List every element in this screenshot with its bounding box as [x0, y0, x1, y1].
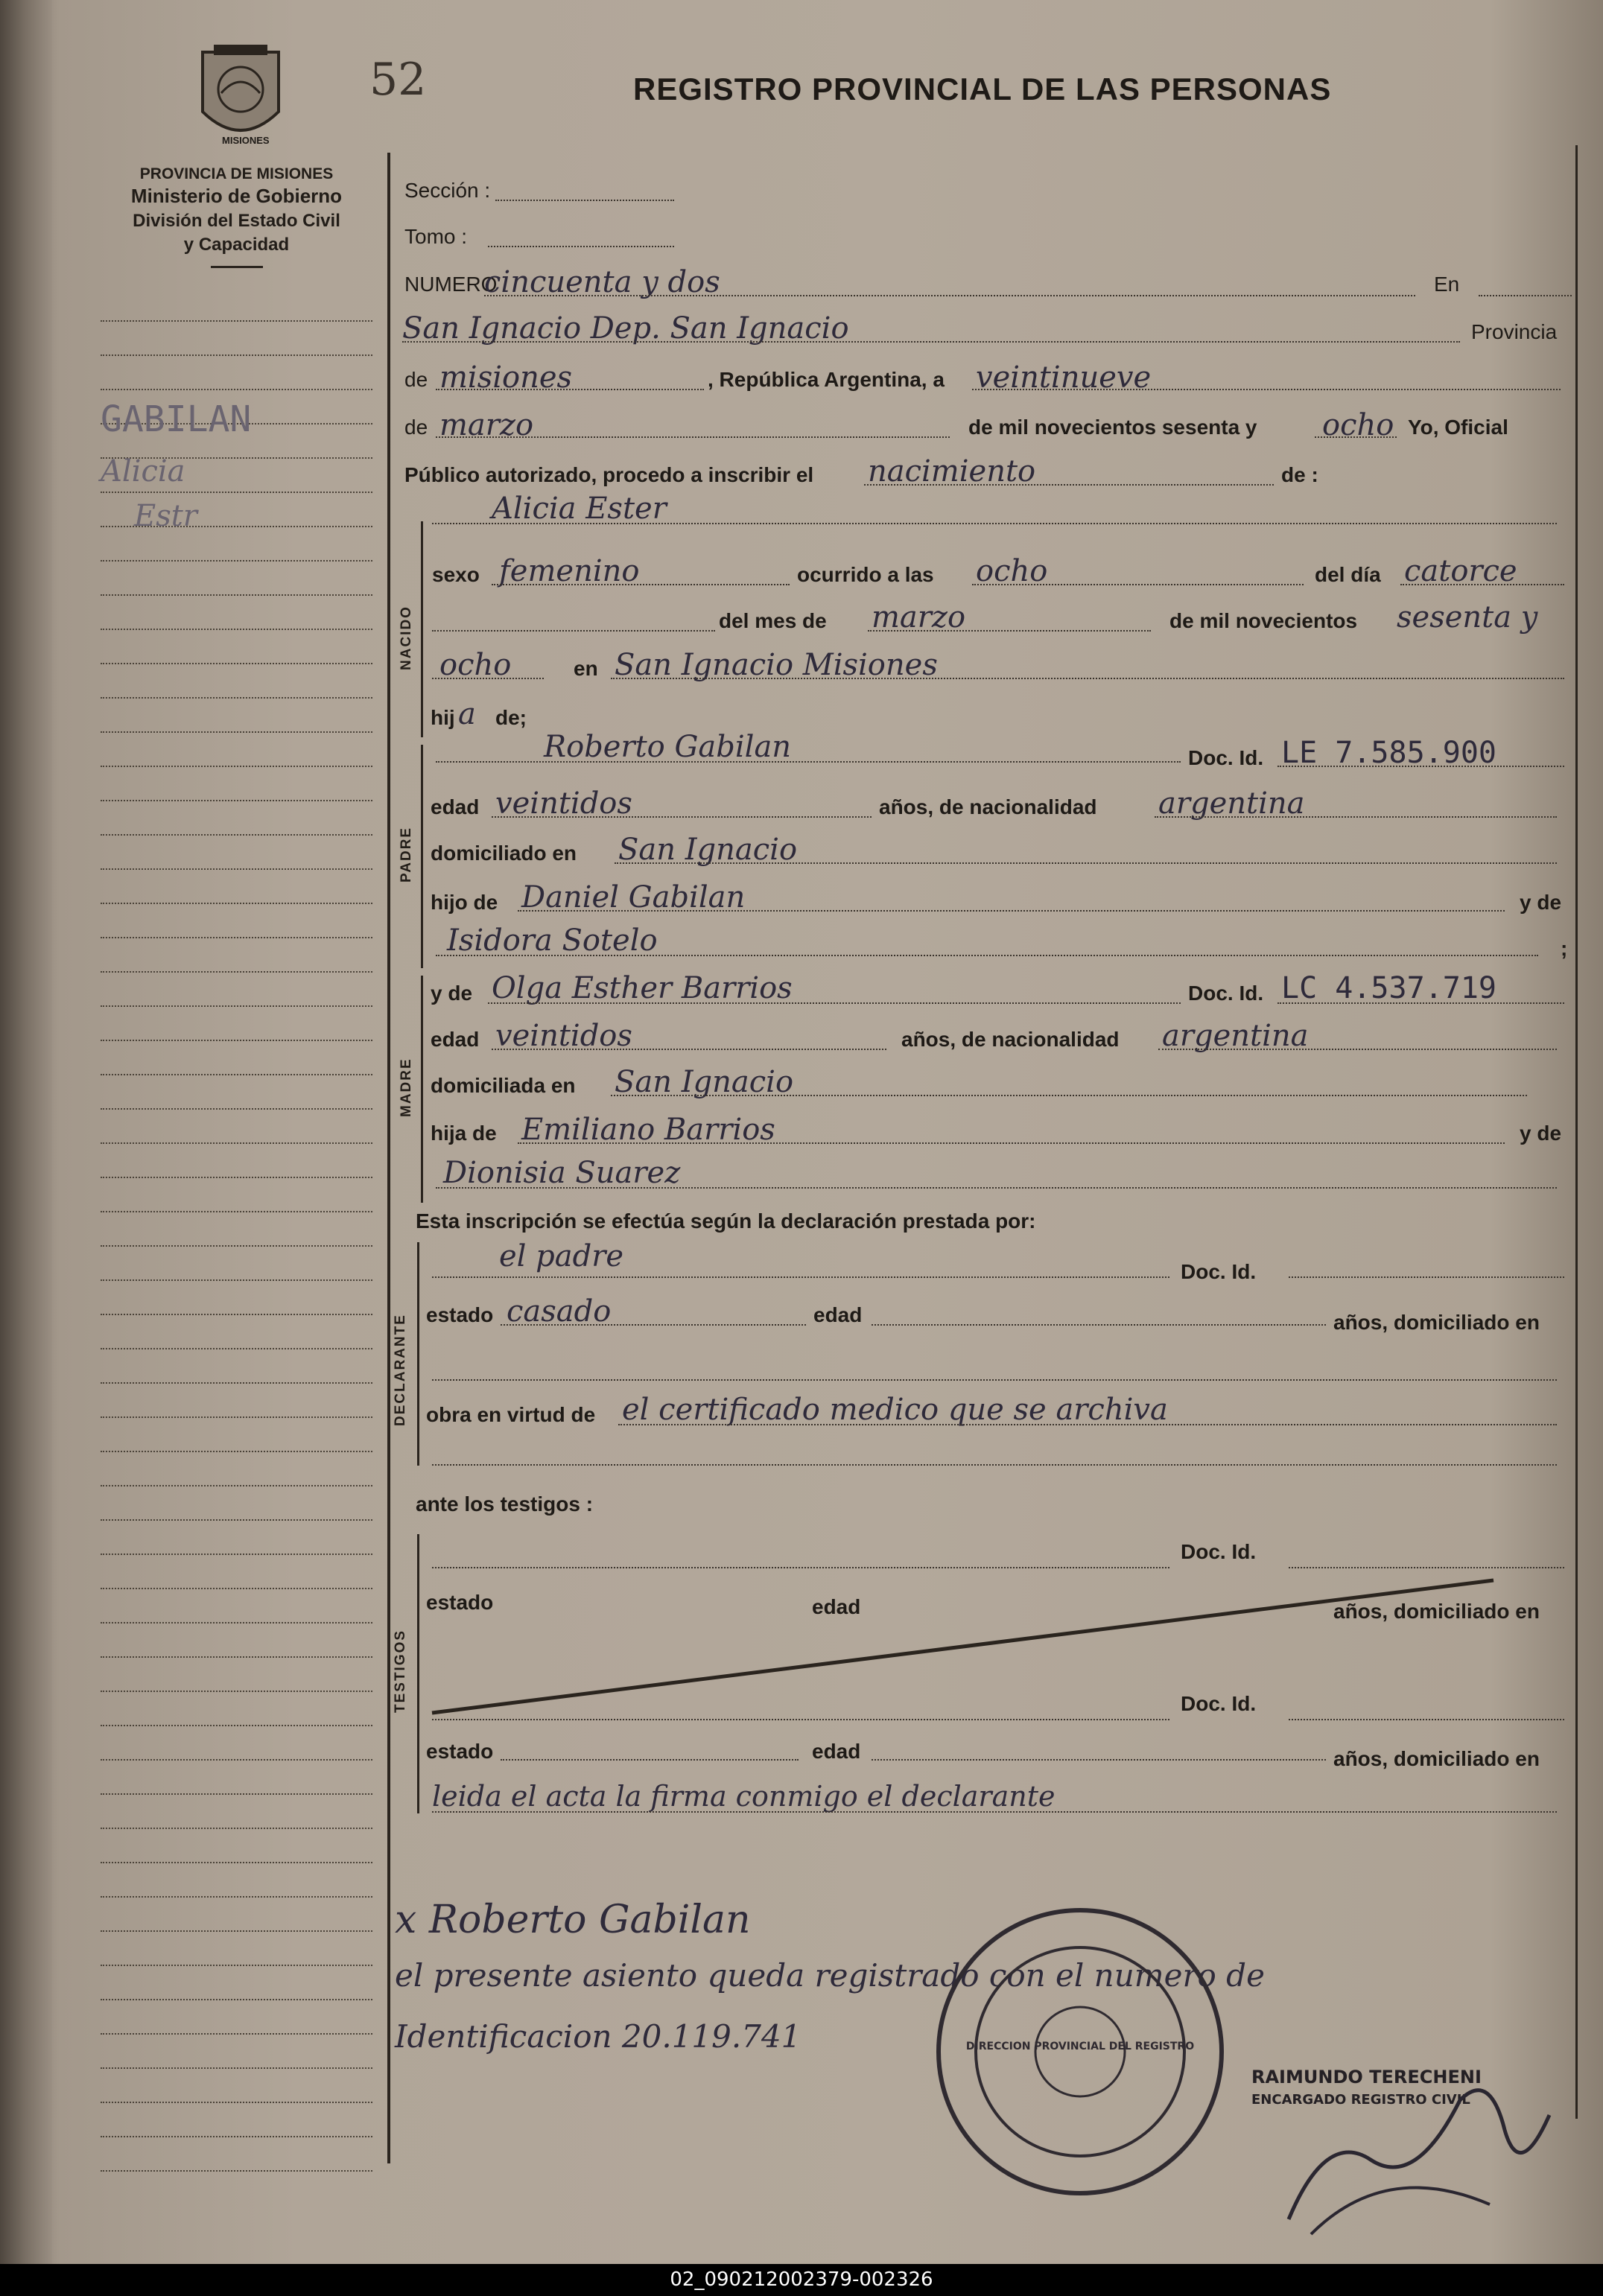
padre-edad-value: veintidos [495, 786, 632, 821]
margin-line [101, 1896, 372, 1898]
en-nac-label: en [574, 657, 598, 680]
decl-anios-label: años, domiciliado en [1333, 1311, 1540, 1334]
margin-line [101, 320, 372, 322]
page-number: 52 [369, 54, 427, 106]
ante-testigos-label: ante los testigos : [416, 1492, 594, 1516]
margin-line [101, 354, 372, 356]
margin-line [101, 1862, 372, 1863]
de-semi-label: de; [495, 706, 527, 729]
margin-line [101, 971, 372, 973]
margin-line [101, 1828, 372, 1829]
margin-line [101, 1279, 372, 1281]
margin-line [101, 1245, 372, 1247]
test2-doc-label: Doc. Id. [1181, 1692, 1257, 1715]
margin-line [101, 629, 372, 630]
padre-doc-label: Doc. Id. [1188, 746, 1264, 769]
publico-label: Público autorizado, procedo a inscribir el [404, 463, 814, 486]
lugar-value: San Ignacio Dep. San Ignacio [402, 311, 849, 346]
hij-label: hij [431, 706, 455, 729]
hija-de-label: hija de [431, 1122, 497, 1145]
provincia-value: misiones [439, 360, 573, 395]
test1-anios-label: años, domiciliado en [1333, 1600, 1540, 1623]
anio-value: ocho [1322, 408, 1394, 442]
nombre-value: Alicia Ester [492, 492, 667, 526]
decl-edad-label: edad [813, 1303, 863, 1326]
ocurrido-label: ocurrido a las [797, 563, 934, 586]
padre-edad-label: edad [431, 795, 480, 818]
margin-line [101, 1691, 372, 1692]
y-de-label-2: y de [1520, 1122, 1562, 1145]
test1-estado-label: estado [426, 1591, 494, 1614]
margin-line [101, 2136, 372, 2137]
decl-doc-label: Doc. Id. [1181, 1260, 1257, 1283]
seccion-label: Sección : [404, 179, 491, 202]
provincia-label: Provincia [1471, 320, 1558, 343]
del-mes-label: del mes de [719, 609, 827, 632]
madre-dom-label: domiciliada en [431, 1074, 576, 1097]
tomo-label: Tomo : [404, 225, 468, 248]
nota-line2: Identificacion 20.119.741 [395, 2018, 802, 2055]
margin-line [101, 663, 372, 664]
sexo-label: sexo [432, 563, 480, 586]
padre-dom-label: domiciliado en [431, 842, 577, 865]
signature-stamp: RAIMUNDO TERECHENI ENCARGADO REGISTRO CIVIL [1251, 2067, 1482, 2108]
margin-line [101, 1656, 372, 1658]
madre-label: MADRE [399, 1058, 414, 1117]
emblem [195, 41, 286, 153]
test2-estado-label: estado [426, 1740, 494, 1763]
madre-dom-value: San Ignacio [615, 1065, 794, 1099]
padre-dom-value: San Ignacio [618, 833, 798, 867]
padre-label: PADRE [399, 826, 414, 883]
test1-doc-label: Doc. Id. [1181, 1540, 1257, 1563]
margin-line [101, 492, 372, 493]
nacido-label: NACIDO [399, 605, 414, 670]
abuela-mat-value: Dionisia Suarez [443, 1156, 681, 1190]
margin-line [101, 594, 372, 596]
esta-inscripcion-label: Esta inscripción se efectúa según la declaración prestada por: [416, 1209, 1036, 1233]
acto-value: nacimiento [868, 454, 1036, 489]
header-left: PROVINCIA DE MISIONES Ministerio de Gobierno División del Estado Civil y Capacidad [78, 165, 395, 268]
republica-label: , República Argentina, a [708, 368, 945, 391]
margin-line [101, 834, 372, 836]
margin-line [101, 1519, 372, 1521]
test2-edad-label: edad [812, 1740, 861, 1763]
official-signature [1266, 2011, 1579, 2249]
madre-nac-value: argentina [1162, 1019, 1309, 1053]
hij-suffix: a [458, 697, 476, 731]
madre-nac-label: años, de nacionalidad [901, 1028, 1120, 1051]
anio-nac-1-value: sesenta y [1397, 600, 1538, 635]
margin-line [101, 2067, 372, 2069]
y-de-label-madre: y de [431, 982, 473, 1005]
margin-line [101, 2170, 372, 2172]
lugar-nac-value: San Ignacio Misiones [615, 648, 938, 682]
margin-line [101, 2033, 372, 2035]
margin-line [101, 1416, 372, 1418]
firma-value: x Roberto Gabilan [395, 1898, 751, 1942]
page-title: REGISTRO PROVINCIAL DE LAS PERSONAS [633, 71, 1332, 106]
margin-line [101, 1725, 372, 1726]
mes-value: marzo [439, 408, 534, 442]
margin-line [101, 1588, 372, 1589]
numero-value: cincuenta y dos [484, 265, 720, 299]
margin-line [101, 560, 372, 562]
margin-line [101, 731, 372, 733]
anio-nac-2-value: ocho [439, 648, 512, 682]
padre-nac-label: años, de nacionalidad [879, 795, 1097, 818]
en-label: En [1434, 273, 1460, 296]
margin-line [101, 1382, 372, 1384]
abuelo-pat-value: Daniel Gabilan [521, 880, 746, 915]
margin-line [101, 1074, 372, 1075]
margin-line [101, 1965, 372, 1966]
margin-line [101, 766, 372, 767]
mes-nac-value: marzo [872, 600, 966, 635]
book-binding [0, 0, 52, 2264]
declarante-value: el padre [499, 1239, 624, 1273]
margin-line [101, 389, 372, 390]
margin-line [101, 1177, 372, 1178]
madre-edad-label: edad [431, 1028, 480, 1051]
margin-line [101, 1759, 372, 1761]
emblem-label: MISIONES [222, 135, 270, 146]
decl-estado-label: estado [426, 1303, 494, 1326]
strike-line [428, 1571, 1501, 1720]
madre-nombre-value: Olga Esther Barrios [492, 971, 793, 1005]
decl-estado-value: casado [507, 1294, 612, 1329]
margin-line [101, 1142, 372, 1144]
testigos-nota: leida el acta la firma conmigo el declarante [432, 1780, 1056, 1813]
padre-nombre-value: Roberto Gabilan [544, 730, 792, 764]
testigos-label: TESTIGOS [393, 1629, 408, 1713]
obra-label: obra en virtud de [426, 1403, 596, 1426]
margin-line [101, 1040, 372, 1041]
semicolon-1: ; [1561, 937, 1568, 960]
de-label-1: de [404, 368, 428, 391]
declarante-label: DECLARANTE [393, 1314, 408, 1426]
margin-name1: Alicia [101, 454, 185, 489]
hijo-de-label: hijo de [431, 891, 498, 914]
footer-code: 02_090212002379-002326 [0, 2264, 1603, 2296]
madre-doc-label: Doc. Id. [1188, 982, 1264, 1005]
dia-value: veintinueve [976, 360, 1152, 395]
test2-anios-label: años, domiciliado en [1333, 1747, 1540, 1770]
de-label-2: de [404, 416, 428, 439]
yo-oficial-label: Yo, Oficial [1408, 416, 1508, 439]
margin-name2: Estr [134, 499, 197, 533]
madre-doc-value: LC 4.537.719 [1281, 971, 1496, 1005]
margin-line [101, 868, 372, 870]
padre-doc-value: LE 7.585.900 [1281, 736, 1496, 770]
margin-line [101, 1793, 372, 1795]
margin-line [101, 1622, 372, 1624]
margin-line [101, 1930, 372, 1932]
padre-nac-value: argentina [1158, 786, 1305, 821]
margin-line [101, 1108, 372, 1110]
obra-value: el certificado medico que se archiva [622, 1393, 1168, 1427]
nota-line1: el presente asiento queda registrado con el numero de [395, 1957, 1265, 1994]
y-de-label-1: y de [1520, 891, 1562, 914]
margin-line [101, 1211, 372, 1212]
test1-edad-label: edad [812, 1595, 861, 1618]
sexo-value: femenino [499, 554, 640, 588]
margin-line [101, 1999, 372, 2000]
margin-line [101, 1005, 372, 1007]
margin-line [101, 937, 372, 938]
margin-line [101, 697, 372, 699]
margin-line [101, 1314, 372, 1315]
mil-novecientos-label: de mil novecientos sesenta y [968, 416, 1257, 439]
margin-line [101, 1451, 372, 1452]
margin-line [101, 800, 372, 801]
margin-surname: GABILAN [101, 398, 252, 440]
mil-nov-label: de mil novecientos [1169, 609, 1358, 632]
abuela-pat-value: Isidora Sotelo [447, 923, 658, 958]
hora-value: ocho [976, 554, 1048, 588]
margin-line [101, 2102, 372, 2103]
de-colon-label: de : [1281, 463, 1318, 486]
margin-line [101, 1554, 372, 1555]
del-dia-label: del día [1315, 563, 1381, 586]
registry-stamp: DIRECCION PROVINCIAL DEL REGISTRO [931, 1903, 1229, 2201]
madre-edad-value: veintidos [495, 1019, 632, 1053]
numero-label: NUMERO [404, 273, 498, 296]
margin-line [101, 1348, 372, 1349]
dia-nac-value: catorce [1404, 554, 1517, 588]
abuelo-mat-value: Emiliano Barrios [521, 1113, 775, 1147]
margin-line [101, 1485, 372, 1486]
margin-line [101, 903, 372, 904]
